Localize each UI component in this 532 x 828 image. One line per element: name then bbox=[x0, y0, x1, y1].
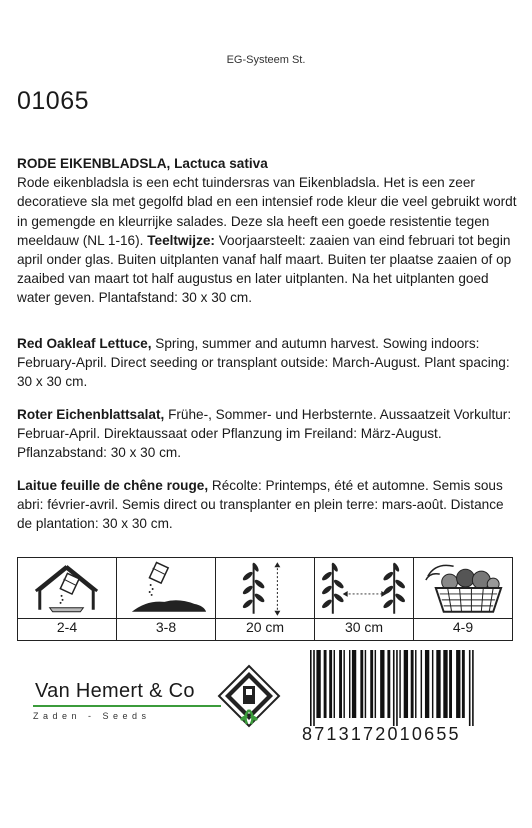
barcode-bar bbox=[329, 650, 332, 718]
barcode-bar bbox=[425, 650, 429, 718]
barcode-bar bbox=[421, 650, 422, 718]
barcode-bar bbox=[339, 650, 342, 718]
brand-underline bbox=[33, 705, 221, 707]
english-description bbox=[17, 334, 517, 392]
plant-spacing-value: 30 cm bbox=[344, 619, 384, 635]
barcode-bar bbox=[387, 650, 390, 718]
sowing-indoor-cell bbox=[18, 558, 117, 640]
barcode-bar bbox=[349, 650, 350, 718]
barcode-bar bbox=[324, 650, 327, 718]
sowing-depth-cell bbox=[216, 558, 315, 640]
dutch-title: RODE EIKENBLADSLA, Lactuca sativa bbox=[17, 156, 268, 171]
barcode-bar bbox=[415, 650, 416, 718]
german-text: Frühe-, Sommer- und Herbsternte. Aussaatzeit Vorkultur: Februar-April. Direktaussaat oder Pflanzung im Freiland: März-August. Pflanzabstand: 30 x 30 cm. bbox=[17, 407, 512, 461]
barcode-bar bbox=[449, 650, 452, 718]
brand-tagline: Zaden - Seeds bbox=[33, 711, 151, 721]
sowing-outdoor-cell bbox=[117, 558, 216, 640]
cultivation-label: Teeltwijze: bbox=[147, 232, 215, 248]
brand-name: Van Hemert & Co bbox=[35, 680, 195, 702]
sowing-outdoor-value: 3-8 bbox=[155, 619, 177, 635]
harvest-basket-icon bbox=[414, 558, 512, 619]
product-code: 01065 bbox=[17, 87, 90, 115]
barcode-bar bbox=[462, 650, 465, 718]
barcode-bar bbox=[472, 650, 474, 726]
barcode-bar bbox=[370, 650, 373, 718]
greenhouse-sowing-icon bbox=[18, 558, 116, 619]
barcode-bar bbox=[443, 650, 447, 718]
sowing-indoor-value: 2-4 bbox=[56, 619, 78, 635]
barcode-bar bbox=[380, 650, 384, 718]
barcode-bar bbox=[456, 650, 460, 718]
barcode-bar bbox=[393, 650, 395, 726]
barcode-bar bbox=[436, 650, 440, 718]
barcode-bar bbox=[352, 650, 356, 718]
german-description bbox=[17, 405, 517, 463]
french-text: Récolte: Printemps, été et automne. Semis sous abri: février-avril. Semis direct ou transplanter en plein terre: mars-août. Distance de plantation: 30 x 30 cm. bbox=[17, 478, 504, 532]
outdoor-sowing-icon bbox=[117, 558, 215, 619]
cultivation-text: Voorjaarsteelt: zaaien van eind februari tot begin april onder glas. Buiten uitplanten vanaf half maart. Buiten ter plaatse zaaien of op zaaibed van maart tot half augustus en later uitplanten. Na het uitplanten goed water geven. Plantafstand: 30 x 30 cm. bbox=[17, 232, 512, 306]
barcode-bar bbox=[313, 650, 315, 726]
barcode-bar bbox=[334, 650, 335, 718]
barcode-bar bbox=[375, 650, 376, 718]
barcode-bar bbox=[404, 650, 408, 718]
sowing-distance-icon bbox=[216, 558, 314, 619]
brand-logo-icon bbox=[217, 664, 281, 728]
barcode bbox=[308, 650, 513, 730]
german-name: Roter Eichenblattsalat, bbox=[17, 407, 165, 422]
english-name: Red Oakleaf Lettuce, bbox=[17, 336, 152, 351]
english-text: Spring, summer and autumn harvest. Sowing indoors: February-April. Direct seeding or transplant outside: March-August. Plant spacing: 30 x 30 cm. bbox=[17, 336, 510, 390]
harvest-cell bbox=[414, 558, 512, 640]
barcode-bar bbox=[411, 650, 414, 718]
french-description bbox=[17, 476, 517, 534]
plant-spacing-cell bbox=[315, 558, 414, 640]
barcode-bar bbox=[316, 650, 320, 718]
harvest-value: 4-9 bbox=[452, 619, 474, 635]
barcode-bar bbox=[396, 650, 398, 726]
barcode-bar bbox=[365, 650, 366, 718]
barcode-number: 8713172010655 bbox=[302, 724, 461, 744]
cultivation-icons bbox=[17, 557, 513, 641]
barcode-bar bbox=[432, 650, 433, 718]
barcode-bar bbox=[360, 650, 363, 718]
barcode-bar bbox=[469, 650, 471, 726]
barcode-bar bbox=[310, 650, 312, 726]
french-name: Laitue feuille de chêne rouge, bbox=[17, 478, 209, 493]
dutch-description bbox=[17, 154, 517, 308]
barcode-bar bbox=[343, 650, 344, 718]
certification-label: EG-Systeem St. bbox=[226, 54, 306, 66]
plant-spacing-icon bbox=[315, 558, 413, 619]
dutch-text: Rode eikenbladsla is een echt tuindersras van Eikenbladsla. Het is een zeer decoratieve sla met gegolfd blad en een intensief rode kleur die veel gebruikt wordt in gemengde en kleurrijke salades. Deze sla heeft een goede resistentie tegen meeldauw (NL 1-16). bbox=[17, 175, 517, 248]
sowing-depth-value: 20 cm bbox=[245, 619, 285, 635]
barcode-bar bbox=[399, 650, 400, 718]
